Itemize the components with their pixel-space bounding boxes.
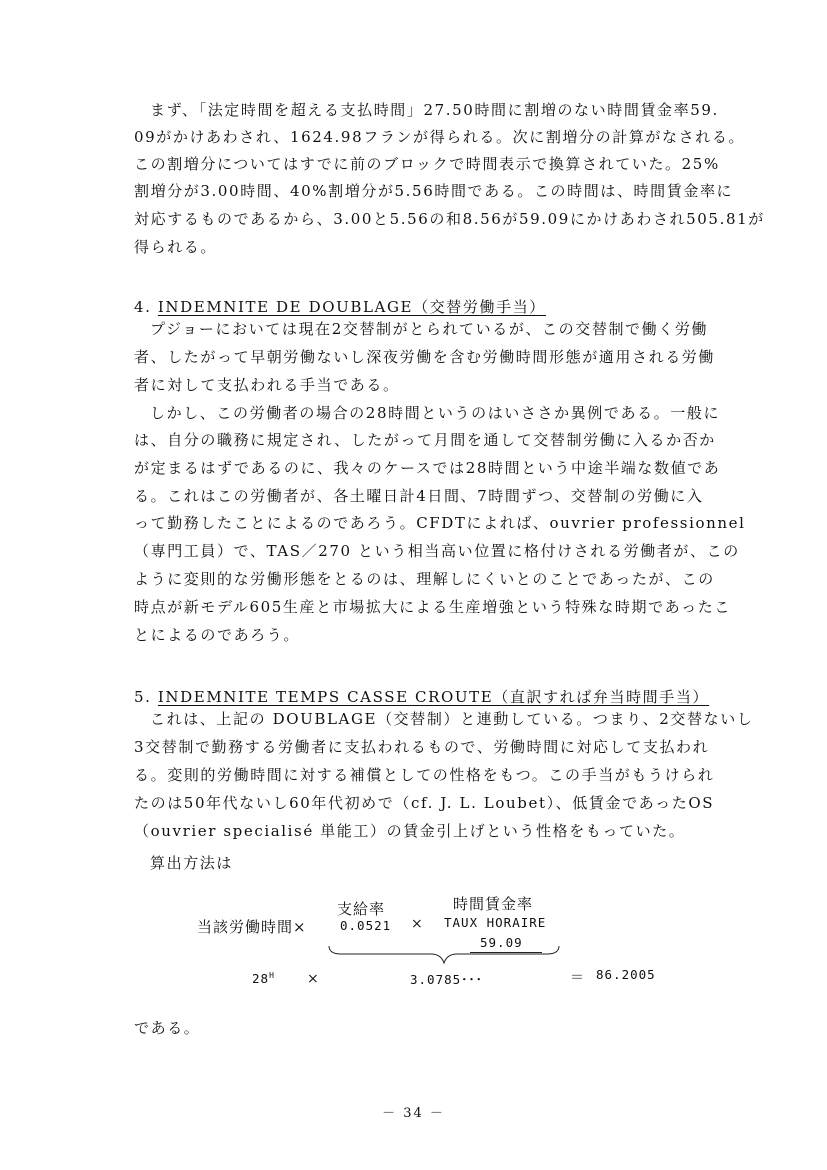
section4-line-12: とによるのであろう。 (134, 626, 301, 644)
formula-hours-value (252, 971, 275, 986)
section5-title: INDEMNITE TEMPS CASSE CROUTE（直訳すれば弁当時間手当） (157, 688, 710, 706)
section4-heading (134, 297, 774, 317)
formula-wage-value: 59.09 (480, 935, 523, 950)
paragraph1-line-1: まず、「法定時間を超える支払時間」27.50時間に割増のない時間賃金率59. (150, 101, 719, 119)
formula-hours-unit: H (269, 971, 275, 980)
section4-title: INDEMNITE DE DOUBLAGE（交替労働手当） (157, 298, 546, 316)
formula-wage-label: 時間賃金率 (453, 895, 534, 913)
formula-hours-label: 当該労働時間× (197, 918, 307, 936)
paragraph1-line-2: 09がかけあわされ、1624.98フランが得られる。次に割増分の計算がなされる。 (134, 128, 746, 146)
section4-line-9: （専門工員）で、TAS／270 という相当高い位置に格付けされる労働者が、この (134, 542, 740, 560)
formula-wage-label-fr: TAUX HORAIRE (444, 915, 547, 930)
formula-equals: ＝ (570, 970, 585, 986)
section4-line-8: って勤務したことによるのであろう。CFDTによれば、ouvrier professionnel (134, 514, 746, 532)
paragraph1-line-3: この割増分についてはすでに前のブロックで時間表示で換算されていた。25% (134, 155, 720, 173)
formula-hours-number: 28 (252, 971, 270, 987)
section4-line-10: ように変則的な労働形態をとるのは、理解しにくいとのことであったが、この (134, 570, 715, 588)
page-number: － 34 － (382, 1106, 445, 1121)
brace-icon (327, 944, 561, 966)
section4-line-2: 者、したがって早朝労働ないし深夜労働を含む労働時間形態が適用される労働 (134, 348, 716, 366)
formula-result: 86.2005 (596, 967, 656, 982)
section5-heading (134, 687, 774, 707)
section5-line-4: たのは50年代ないし60年代初めで（cf. J. L. Loubet）、低賃金であったOS (134, 794, 715, 812)
section4-line-11: 時点が新モデル605生産と市場拡大による生産増強という特殊な時期であったこ (134, 598, 731, 616)
formula-times-1: × (411, 916, 424, 932)
paragraph1-line-6: 得られる。 (134, 238, 218, 256)
section4-number: 4. (134, 298, 152, 316)
section4-line-1: プジョーにおいては現在2交替制がとられているが、この交替制で働く労働 (150, 320, 709, 338)
section5-line-5: （ouvrier specialisé 単能工）の賃金引上げという性格をもっていた。 (134, 822, 686, 840)
formula-rate-label: 支給率 (337, 900, 386, 918)
formula-product: 3.0785･･･ (410, 972, 483, 987)
section5-line-3: る。変則的労働時間に対する補償としての性格をもつ。この手当がもうけられ (134, 766, 715, 784)
section5-line-2: 3交替制で勤務する労働者に支払われるもので、労働時間に対応して支払われ (134, 738, 710, 756)
section5-line-6: 算出方法は (150, 854, 234, 872)
paragraph1-line-4: 割増分が3.00時間、40%割増分が5.56時間である。この時間は、時間賃金率に (134, 182, 734, 200)
section5-line-1: これは、上記の DOUBLAGE（交替制）と連動している。つまり、2交替ないし (150, 710, 754, 728)
formula-rate-value: 0.0521 (340, 918, 392, 933)
closing-text: である。 (134, 1019, 201, 1037)
section4-line-6: が定まるはずであるのに、我々のケースでは28時間という中途半端な数値であ (134, 459, 721, 477)
section4-line-4: しかし、この労働者の場合の28時間というのはいささか異例である。一般に (150, 404, 721, 422)
section4-line-7: る。これはこの労働者が、各土曜日計4日間、7時間ずつ、交替制の労働に入 (134, 487, 704, 505)
formula-times-2: × (307, 971, 320, 987)
section5-number: 5. (134, 688, 152, 706)
section4-line-3: 者に対して支払われる手当である。 (134, 376, 400, 394)
section4-line-5: は、自分の職務に規定され、したがって月間を通して交替制労働に入るか否か (134, 431, 716, 449)
paragraph1-line-5: 対応するものであるから、3.00と5.56の和8.56が59.09にかけあわされ505.81が (134, 210, 765, 228)
